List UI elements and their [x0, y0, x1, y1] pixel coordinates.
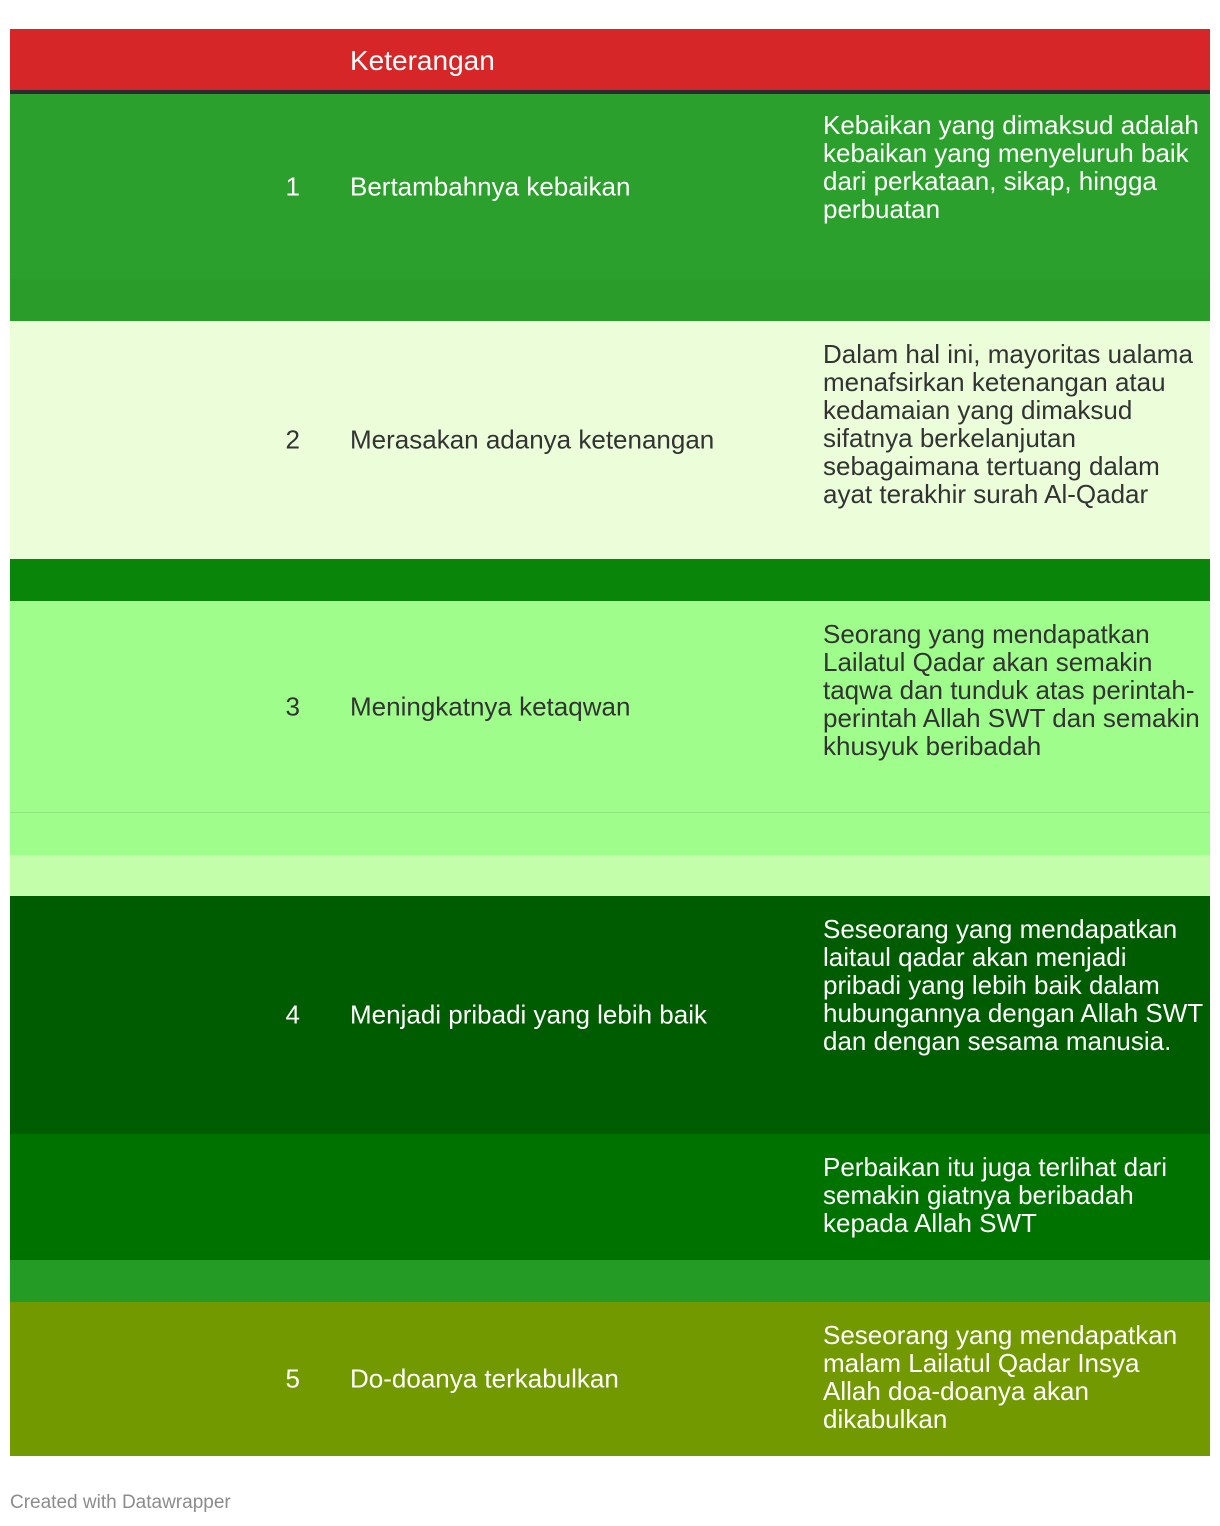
data-table: [10, 29, 1210, 1456]
row-description: Seseorang yang mendapatkan laitaul qadar akan menjadi pribadi yang lebih baik dalam hubungannya dengan Allah SWT dan dengan sesama manusia.: [823, 914, 1203, 1056]
row-number: 3: [285, 691, 300, 721]
row-title: Meningkatnya ketaqwan: [350, 691, 631, 721]
row-divider: [10, 279, 1210, 321]
row-description: Seseorang yang mendapatkan malam Lailatul Qadar Insya Allah doa-doanya akan dikabulkan: [823, 1320, 1178, 1434]
table-row: [10, 1302, 1210, 1456]
row-divider: [10, 559, 1210, 601]
row-number: 2: [285, 424, 300, 455]
row-number: 1: [285, 171, 300, 201]
table-row: [10, 1134, 1210, 1260]
row-number: 4: [285, 999, 300, 1030]
row-divider: [10, 1260, 1210, 1302]
row-description: Seorang yang mendapatkan Lailatul Qadar akan semakin taqwa dan tunduk atas perintah-perintah Allah SWT dan semakin khusyuk beribadah: [823, 619, 1200, 761]
row-divider: [10, 855, 1210, 896]
datawrapper-credit[interactable]: Created with Datawrapper: [10, 1492, 231, 1513]
row-description: Kebaikan yang dimaksud adalah kebaikan yang menyeluruh baik dari perkataan, sikap, hingga perbuatan: [823, 110, 1199, 224]
row-divider: [10, 813, 1210, 855]
row-title: Merasakan adanya ketenangan: [350, 424, 715, 455]
table-header: [10, 29, 1210, 94]
row-description: Perbaikan itu juga terlihat dari semakin giatnya beribadah kepada Allah SWT: [823, 1152, 1167, 1238]
row-description: Dalam hal ini, mayoritas ualama menafsirkan ketenangan atau kedamaian yang dimaksud sifatnya berkelanjutan sebagaimana tertuang dalam ayat terakhir surah Al-Qadar: [823, 339, 1193, 509]
row-number: 5: [285, 1363, 300, 1394]
header-label: Keterangan: [350, 45, 495, 76]
table-row: [10, 321, 1210, 559]
table-row: [10, 94, 1210, 279]
table-row: [10, 601, 1210, 813]
row-title: Bertambahnya kebaikan: [350, 171, 631, 201]
table-row: [10, 896, 1210, 1134]
row-title: Do-doanya terkabulkan: [350, 1363, 619, 1394]
row-title: Menjadi pribadi yang lebih baik: [350, 999, 708, 1030]
